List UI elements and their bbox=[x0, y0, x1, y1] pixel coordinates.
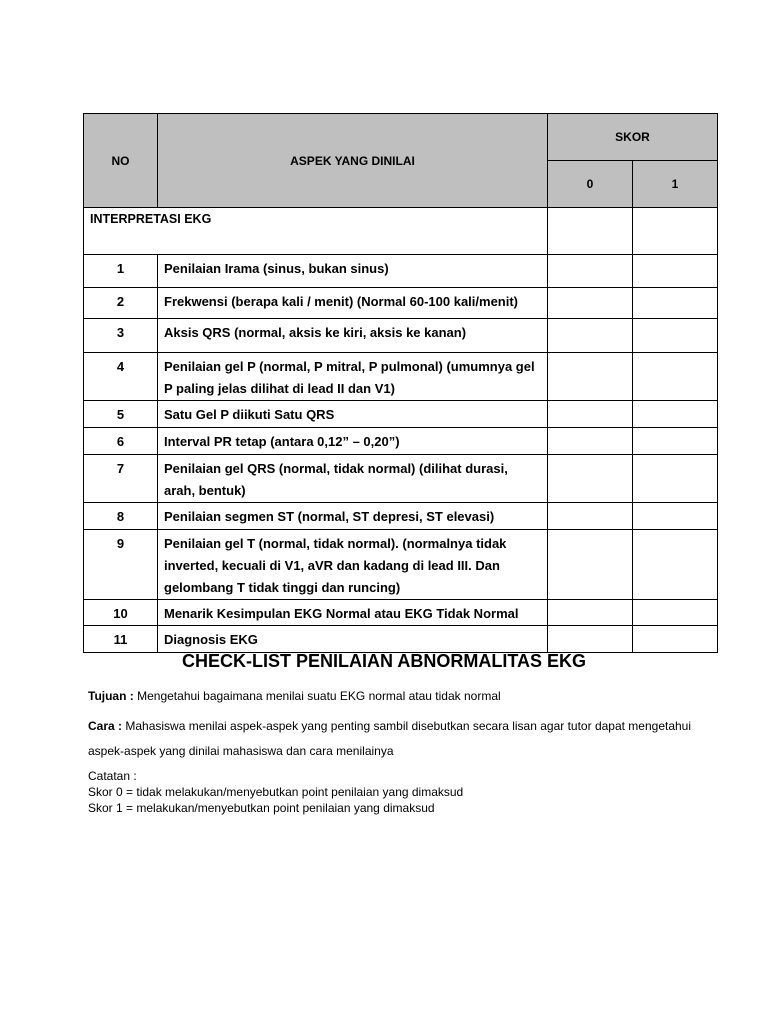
row-number: 9 bbox=[84, 530, 158, 600]
row-number: 4 bbox=[84, 353, 158, 401]
score-cell-0 bbox=[548, 530, 633, 600]
tujuan-label: Tujuan : bbox=[88, 689, 134, 703]
score-cell-0 bbox=[548, 428, 633, 455]
score-cell-0 bbox=[548, 319, 633, 353]
section-label: INTERPRETASI EKG bbox=[84, 208, 548, 255]
checklist-table bbox=[83, 113, 718, 653]
score-cell-1 bbox=[633, 401, 718, 428]
row-number: 3 bbox=[84, 319, 158, 353]
header-aspek: ASPEK YANG DINILAI bbox=[158, 114, 548, 208]
row-number: 5 bbox=[84, 401, 158, 428]
row-number: 10 bbox=[84, 600, 158, 626]
header-no: NO bbox=[84, 114, 158, 208]
skor-0-note: Skor 0 = tidak melakukan/menyebutkan point penilaian yang dimaksud bbox=[88, 785, 464, 799]
score-cell-0 bbox=[548, 455, 633, 503]
cara-text: Mahasiswa menilai aspek-aspek yang penting sambil disebutkan secara lisan agar tutor dapat mengetahui aspek-aspek yang dinilai mahasiswa dan cara menilainya bbox=[88, 719, 692, 758]
score-cell-0 bbox=[548, 255, 633, 288]
row-aspek: Diagnosis EKG bbox=[158, 626, 548, 653]
header-skor: SKOR bbox=[548, 114, 718, 161]
row-aspek: Menarik Kesimpulan EKG Normal atau EKG Tidak Normal bbox=[158, 600, 548, 626]
score-cell-0 bbox=[548, 288, 633, 319]
row-aspek: Penilaian segmen ST (normal, ST depresi, ST elevasi) bbox=[158, 503, 548, 530]
catatan-label: Catatan : bbox=[88, 769, 137, 783]
score-cell-1 bbox=[633, 530, 718, 600]
score-cell-1 bbox=[633, 455, 718, 503]
score-cell-0 bbox=[548, 600, 633, 626]
header-skor-1: 1 bbox=[633, 161, 718, 208]
row-aspek: Penilaian gel P (normal, P mitral, P pulmonal) (umumnya gel P paling jelas dilihat di lead II dan V1) bbox=[158, 353, 548, 401]
score-cell-1 bbox=[633, 503, 718, 530]
row-aspek: Interval PR tetap (antara 0,12” – 0,20”) bbox=[158, 428, 548, 455]
row-aspek: Penilaian Irama (sinus, bukan sinus) bbox=[158, 255, 548, 288]
score-cell-1 bbox=[633, 288, 718, 319]
notes bbox=[88, 688, 728, 816]
score-cell-1 bbox=[633, 319, 718, 353]
score-cell-1 bbox=[633, 208, 718, 255]
row-aspek: Frekwensi (berapa kali / menit) (Normal 60-100 kali/menit) bbox=[158, 288, 548, 319]
row-aspek: Satu Gel P diikuti Satu QRS bbox=[158, 401, 548, 428]
score-cell-0 bbox=[548, 401, 633, 428]
score-cell-1 bbox=[633, 600, 718, 626]
page-title: CHECK-LIST PENILAIAN ABNORMALITAS EKG bbox=[182, 651, 586, 671]
row-number: 2 bbox=[84, 288, 158, 319]
row-number: 6 bbox=[84, 428, 158, 455]
row-aspek: Aksis QRS (normal, aksis ke kiri, aksis ke kanan) bbox=[158, 319, 548, 353]
score-cell-0 bbox=[548, 208, 633, 255]
score-cell-1 bbox=[633, 428, 718, 455]
score-cell-1 bbox=[633, 255, 718, 288]
skor-1-note: Skor 1 = melakukan/menyebutkan point penilaian yang dimaksud bbox=[88, 801, 435, 815]
score-cell-0 bbox=[548, 503, 633, 530]
row-number: 7 bbox=[84, 455, 158, 503]
score-cell-1 bbox=[633, 626, 718, 653]
row-number: 11 bbox=[84, 626, 158, 653]
header-skor-0: 0 bbox=[548, 161, 633, 208]
row-aspek: Penilaian gel QRS (normal, tidak normal) (dilihat durasi, arah, bentuk) bbox=[158, 455, 548, 503]
tujuan-line bbox=[88, 688, 728, 704]
row-number: 1 bbox=[84, 255, 158, 288]
score-cell-1 bbox=[633, 353, 718, 401]
row-aspek: Penilaian gel T (normal, tidak normal). (normalnya tidak inverted, kecuali di V1, aVR dan kadang di lead III. Dan gelombang T tidak tinggi dan runcing) bbox=[158, 530, 548, 600]
score-cell-0 bbox=[548, 353, 633, 401]
tujuan-text: Mengetahui bagaimana menilai suatu EKG normal atau tidak normal bbox=[133, 689, 501, 703]
row-number: 8 bbox=[84, 503, 158, 530]
cara-line bbox=[88, 714, 728, 764]
score-cell-0 bbox=[548, 626, 633, 653]
cara-label: Cara : bbox=[88, 719, 123, 733]
